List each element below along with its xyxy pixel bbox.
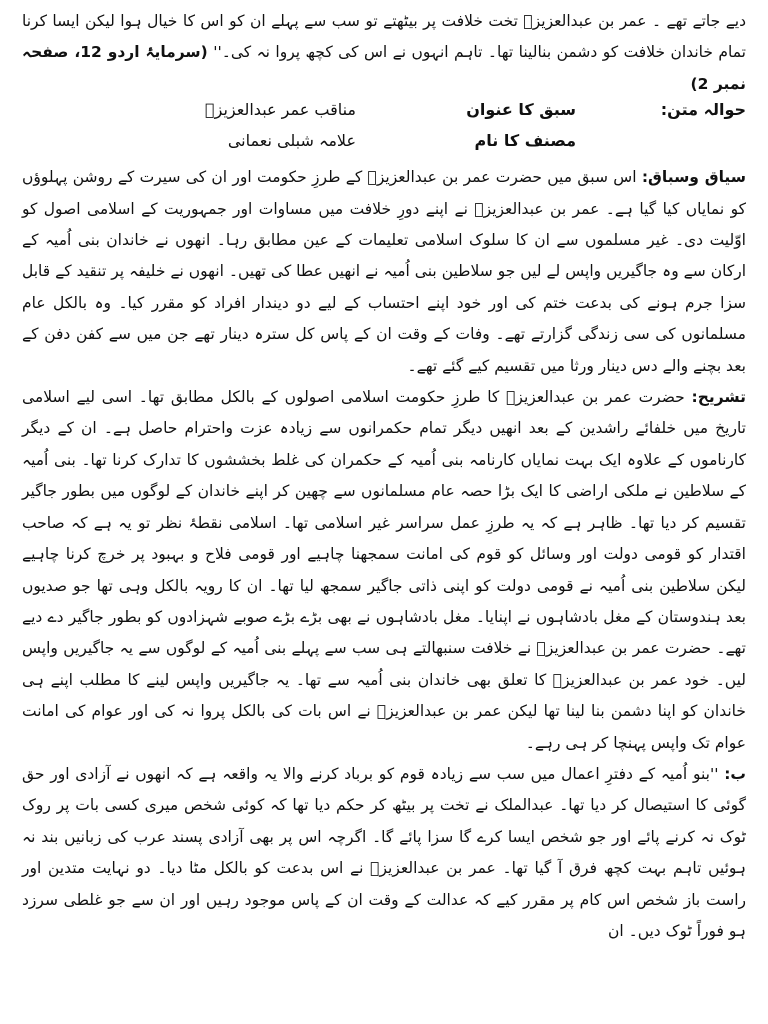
context-paragraph — [22, 162, 746, 382]
intro-text: دیے جاتے تھے ۔ عمر بن عبدالعزیزؒ تخت خلافت پر بیٹھتے تو سب سے پہلے ان کو اس کا خیال ہوا لیکن ایسا کرنا تمام خاندان خلافت کو دشمن بنالینا تھا۔ تاہم انہوں نے اس کی کچھ پروا نہ کی۔'' — [22, 12, 746, 62]
lesson-title-key: سبق کا عنوان — [466, 100, 576, 120]
explanation-heading: تشریح: — [691, 388, 746, 407]
citation: (سرمایۂ اردو 12، صفحہ نمبر 2) — [22, 43, 746, 93]
context-heading: سیاق وسباق: — [641, 168, 746, 187]
author-key: مصنف کا نام — [474, 131, 576, 151]
author-value: علامہ شبلی نعمانی — [227, 131, 356, 151]
reference-row-author — [22, 131, 746, 162]
reference-label: حوالہ متن: — [660, 100, 746, 120]
intro-paragraph — [22, 6, 746, 100]
reference-row-lesson — [22, 100, 746, 131]
part-b-paragraph — [22, 759, 746, 947]
context-text: اس سبق میں حضرت عمر بن عبدالعزیزؒ کے طرزِ حکومت اور ان کی سیرت کے روشن پہلوؤں کو نمایاں کیا گیا ہے۔ عمر بن عبدالعزیزؒ نے اپنے دورِ خلافت میں مساوات اور جمہوریت کے اسلامی اصول کو اوّلیت دی۔ غیر مسلموں سے ان کا سلوک اسلامی تعلیمات کے عین مطابق رہا۔ انھوں نے خاندان بنی اُمیہ کے ارکان سے وہ جاگیریں واپس لے لیں جو سلاطین بنی اُمیہ نے انھیں عطا کی تھیں۔ انھوں نے خلیفہ پر تنقید کے قابل سزا جرم ہونے کی بدعت ختم کی اور خود اپنے احتساب کے لیے دو دیندار افراد کو مقرر کیا۔ وہ بالکل عام مسلمانوں کی سی زندگی گزارتے تھے۔ وفات کے وقت ان کے پاس کل سترہ دینار تھے جن میں سے کفن دفن کے بعد بچنے والے دس دینار ورثا میں تقسیم کیے گئے تھے۔ — [22, 168, 746, 375]
lesson-title-value: مناقب عمر عبدالعزیزؒ — [205, 100, 356, 120]
explanation-paragraph — [22, 382, 746, 759]
part-b-text: ''بنو اُمیہ کے دفترِ اعمال میں سب سے زیادہ قوم کو برباد کرنے والا یہ واقعہ ہے کہ انھوں نے آزادی اور حق گوئی کا استیصال کر دیا تھا۔ عبدالملک نے تخت پر بیٹھ کر حکم دیا تھا کہ کوئی شخص میری کسی بات پر روک ٹوک نہ کرنے پائے اور جو شخص ایسا کرے گا سزا پائے گا۔ اگرچہ اس پر بھی آزادی پسند عرب کی زبانیں بند نہ ہوئیں تاہم بہت کچھ فرق آ گیا تھا۔ عمر بن عبدالعزیزؒ نے اس بدعت کو بالکل مٹا دیا۔ دو نہایت متدین اور راست باز شخص اس کام پر مقرر کیے کہ عدالت کے وقت ان کے پاس موجود رہیں اور ان سے جو غلطی سرزد ہو فوراً ٹوک دیں۔ ان — [22, 764, 746, 940]
part-b-heading: ب: — [724, 764, 746, 783]
explanation-text: حضرت عمر بن عبدالعزیزؒ کا طرزِ حکومت اسلامی اصولوں کے بالکل مطابق تھا۔ اسی لیے اسلامی تاریخ میں خلفائے راشدین کے بعد انھیں دیگر تمام حکمرانوں سے زیادہ عزت واحترام حاصل ہے۔ ان کے دیگر کارناموں کے علاوہ ایک بہت نمایاں کارنامہ بنی اُمیہ کے حکمران کی غلط بخششوں کا تدارک کرنا تھا۔ بنی اُمیہ کے سلاطین نے ملکی اراضی کا ایک بڑا حصہ عام مسلمانوں سے چھین کر اپنے خاندان کے لوگوں میں بطور جاگیر تقسیم کر دیا تھا۔ ظاہر ہے کہ یہ طرزِ عمل سراسر غیر اسلامی تھا۔ اسلامی نقطۂ نظر تو یہ ہے کہ صاحب اقتدار کو قومی دولت اور وسائل کو قوم کی امانت سمجھنا چاہیے اور قومی فلاح و بہبود پر خرچ کرنا چاہیے لیکن سلاطین بنی اُمیہ نے قومی دولت کو اپنی ذاتی جاگیر سمجھ لیا تھا۔ ان کا رویہ بالکل وہی تھا جو صدیوں بعد ہندوستان کے مغل بادشاہوں نے اپنایا۔ مغل بادشاہوں نے بھی بڑے بڑے صوبے شہزادوں کو بطور جاگیر دے دیے تھے۔ حضرت عمر بن عبدالعزیزؒ نے خلافت سنبھالتے ہی سب سے پہلے بنی اُمیہ کے لوگوں سے یہ جاگیریں واپس لیں۔ خود عمر بن عبدالعزیزؒ کا تعلق بھی خاندان بنی اُمیہ سے تھا۔ یہ جاگیریں واپس لینے کا مطلب اپنے ہی خاندان کو اپنا دشمن بنا لینا تھا لیکن عمر بن عبدالعزیزؒ نے اس بات کی بالکل پروا نہ کی اور عوام کی امانت عوام تک واپس پہنچا کر ہی رہے۔ — [22, 388, 746, 752]
